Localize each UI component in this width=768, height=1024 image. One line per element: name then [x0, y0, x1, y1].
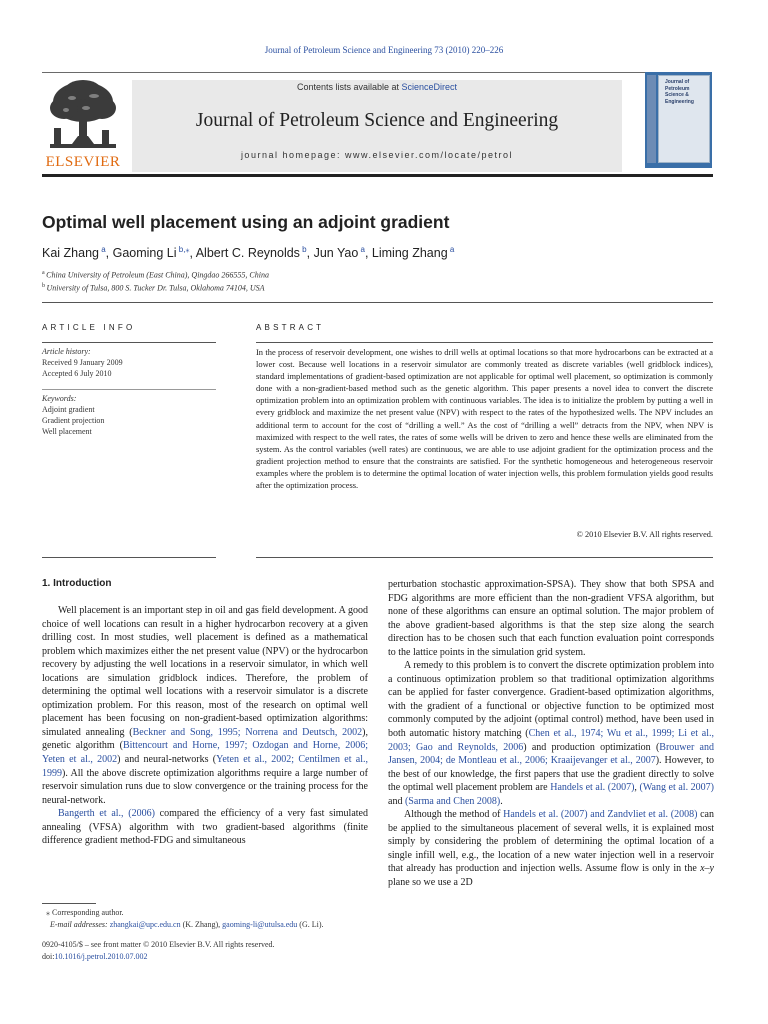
email-link-li[interactable]: gaoming-li@utulsa.edu [222, 920, 298, 929]
doi-prefix: doi: [42, 952, 55, 961]
bottom-meta [42, 939, 372, 963]
article-info-heading: ARTICLE INFO [42, 323, 136, 332]
author-affiliation-marker[interactable]: a [358, 245, 365, 254]
body-text: ). However, to the best of our knowledge, the first papers that use the gradient directly to solve the optimal well placement problem are [388, 755, 715, 794]
accepted-date: Accepted 6 July 2010 [42, 369, 112, 378]
doi-line [42, 951, 372, 963]
running-head[interactable]: Journal of Petroleum Science and Engineering 73 (2010) 220–226 [264, 45, 504, 55]
abstract-text: In the process of reservoir development, one wishes to drill wells at optimal locations so that more hydrocarbons can be extracted at a lower cost. Because well locations in a reservoir simulator are commonly treated as discrete variables (well gridblock indices), standard implementations of gradient-based optimization are not applicable for optimal well placement, so optimization is commonly done with a non-gradient-based method such as the genetic algorithm. This paper presents a novel idea to convert the discrete optimization problem into an optimization problem with continuous variables. The idea is to initialize the problem by putting a well in every gridblock and maximize the net present value (NPV) with respect to the rates of the hypothesized wells. The NPV includes an additional term to account for the cost of “drilling a well.” As the cost of “drilling a well” detracts from the NPV, when NPV is maximized with respect to the well rates, the rates of some wells will be driven to zero and hence these wells are eliminated from the system. As the control variables (well rates) are continuous, we are able to use adjoint gradient for the optimization process and the gradient projection method to ensure that the constraints are satisfied. For the synthetic homogeneous and heterogeneous reservoir examples where the problem is to determine the optimal location of water injection wells, this problem formulation yields good results after the optimization process. [256, 347, 713, 491]
citation-link[interactable]: Brouwer and Jansen, 2004; de Montleau et al., 2006; Kraaijevanger et al., 2007 [388, 741, 714, 767]
body-text: perturbation stochastic approximation-SPSA). They show that both SPSA and FDG algorithms are more efficient than the non-gradient VFSA algorithm, but none of these algorithms can ensure an optimal solution. The major problem of the above gradient-based algorithms is that the step size along the search direction has to be chosen such that each function evaluation point corresponds to the lattice points in the simulation grid system. [388, 579, 714, 658]
keywords-block [42, 393, 216, 437]
history-label: Article history: [42, 347, 91, 356]
footnotes [42, 907, 372, 931]
affiliation-text: University of Tulsa, 800 S. Tucker Dr. Tulsa, Oklahoma 74104, USA [46, 283, 265, 293]
affiliation-marker: b [42, 282, 47, 289]
citation-link[interactable]: Beckner and Song, 1995; Norrena and Deutsch, 2002 [132, 726, 363, 738]
body-text: ). All the above discrete optimization algorithms require a large number of reservoir simulation runs due to slow convergence or the training process for the neural-network. [42, 767, 368, 806]
cover-title [658, 75, 710, 163]
keyword: Well placement [42, 427, 92, 436]
sciencedirect-link[interactable]: ScienceDirect [401, 82, 458, 92]
corresponding-author-note [42, 907, 372, 919]
article-info-rule [42, 342, 216, 343]
keyword: Adjoint gradient [42, 405, 95, 414]
author-affiliation-marker[interactable]: b,⁎ [176, 245, 190, 254]
affiliation-marker: a [42, 270, 47, 276]
citation-link[interactable]: (Wang et al. 2007) [639, 782, 715, 794]
section-heading-introduction: 1. Introduction [42, 578, 112, 589]
author-separator: , [189, 246, 196, 261]
issn-line: 0920-4105/$ – see front matter © 2010 Elsevier B.V. All rights reserved. [42, 940, 275, 949]
publisher-name: ELSEVIER [45, 154, 121, 170]
author-list [42, 245, 454, 260]
journal-homepage-link[interactable]: journal homepage: www.elsevier.com/locate/petrol [240, 150, 514, 160]
abstract-heading: ABSTRACT [256, 323, 325, 332]
body-text: and [388, 795, 405, 807]
author-name: Jun Yao [313, 246, 359, 261]
author-affiliation-marker[interactable]: a [98, 245, 106, 254]
citation-link[interactable]: Yeten et al., 2002; Centilmen et al., 1999 [42, 754, 369, 779]
received-date: Received 9 January 2009 [42, 358, 123, 367]
contents-prefix: Contents lists available at [296, 82, 402, 92]
author-affiliation-marker[interactable]: b [299, 245, 307, 254]
affiliation-line [42, 268, 269, 281]
author-separator: , [364, 246, 372, 261]
body-text: plane so we use a 2D [388, 877, 473, 889]
doi-link[interactable]: 10.1016/j.petrol.2010.07.002 [54, 952, 148, 961]
citation-link[interactable]: (Sarma and Chen 2008) [404, 795, 501, 807]
info-divider [42, 389, 216, 390]
cover-line: Journal of [665, 79, 690, 85]
citation-link[interactable]: Bittencourt and Horne, 1997; Ozdogan and Horne, 2006; Yeten et al., 2002 [42, 740, 368, 766]
body-paragraph [388, 659, 714, 808]
body-text: can be applied to the simultaneous placement of several wells, it is explained most simply by considering the problem of determining the optimal location of a single infill well, e.g., the location of a new water injection well in a reservoir that already has production and injection wells. Assume flow is only in the [388, 809, 714, 875]
header-divider [42, 302, 713, 303]
affiliation-text: China University of Petroleum (East China), Qingdao 266555, China [46, 270, 269, 280]
body-text: ) and production optimization ( [523, 741, 660, 753]
keyword: Gradient projection [42, 416, 105, 425]
body-column-left [42, 604, 368, 848]
contents-line [132, 82, 622, 92]
journal-cover-thumbnail [645, 72, 712, 168]
journal-masthead [42, 72, 712, 172]
citation-link[interactable]: Handels et al. (2007) [550, 782, 635, 794]
body-text: compared the efficiency of a very fast simulated annealing (VFSA) algorithm with two gradient-based algorithms (finite difference gradient method-FDG and simultaneous [42, 808, 368, 847]
email-owner: (K. Zhang), [180, 920, 223, 929]
author-name: Albert C. Reynolds [195, 246, 300, 261]
corresponding-text: Corresponding author. [52, 908, 124, 917]
author-name: Gaoming Li [112, 246, 177, 261]
body-column-right [388, 578, 714, 890]
body-text: A remedy to this problem is to convert the discrete optimization problem into a continuous optimization problem so that traditional optimization algorithms can be applied for faster convergence. Gradient-based optimization algorithms, with the gradient of a functional or objective function to be optimized most commonly computed by the adjoint (optimal control) method, have been used in both automatic history matching ( [388, 660, 714, 740]
body-text: Well placement is an important step in oil and gas field development. A good choice of well locations can result in a higher hydrocarbon recovery at a given drilling cost. In most studies, well placement is defined as a mathematical problem which maximizes either the net present value (NPV) or the hydrocarbon recovery by adjusting the well locations in a reservoir simulator, in which well locations are simulation gridblock indices. Therefore, the problem of determining the optimal well locations with a reservoir simulator is a discrete optimization problem. For this reason, most of the research on optimal well placement has been focusing on non-gradient-based optimization algorithms: simulated annealing ( [42, 605, 368, 738]
author-separator: , [105, 246, 113, 261]
masthead-bottom-rule [42, 174, 713, 177]
article-title: Optimal well placement using an adjoint gradient [42, 212, 450, 232]
author-name: Liming Zhang [371, 246, 448, 261]
author-separator: , [306, 246, 314, 261]
body-text: ) and neural-networks ( [117, 754, 217, 766]
email-label: E-mail addresses: [50, 920, 108, 929]
body-text: x–y [700, 863, 714, 875]
journal-banner [132, 80, 622, 172]
author-name: Kai Zhang [42, 246, 99, 261]
keywords-label: Keywords: [42, 394, 77, 403]
affiliation-line [42, 281, 269, 294]
citation-link[interactable]: Handels et al. (2007) and Zandvliet et al. (2008) [503, 809, 698, 821]
author-affiliation-marker[interactable]: a [447, 245, 455, 254]
body-paragraph [42, 604, 368, 807]
cover-line: Engineering [665, 98, 694, 105]
citation-link[interactable]: Bangerth et al., (2006) [58, 808, 155, 820]
affiliations [42, 268, 269, 293]
elsevier-tree-icon [42, 78, 124, 152]
article-history [42, 346, 216, 379]
body-paragraph [42, 807, 368, 848]
corresponding-mark: ⁎ [46, 908, 50, 917]
body-text: Although the method of [404, 809, 504, 821]
abstract-bottom-rule [256, 557, 713, 558]
publisher-logo [42, 78, 124, 172]
email-addresses [42, 919, 372, 931]
body-text: , [634, 782, 640, 794]
info-bottom-rule [42, 557, 216, 558]
masthead-top-rule [42, 72, 712, 73]
email-owner: (G. Li). [297, 920, 324, 929]
body-text: ), genetic algorithm ( [42, 726, 368, 752]
email-link-zhang[interactable]: zhangkai@upc.edu.cn [109, 920, 181, 929]
cover-strip [647, 75, 656, 163]
body-paragraph [388, 808, 714, 889]
footnote-rule [42, 903, 96, 904]
cover-line: Petroleum [665, 85, 690, 92]
body-text: . [500, 795, 503, 807]
abstract-rule [256, 342, 713, 343]
citation-link[interactable]: Chen et al., 1974; Wu et al., 1999; Li et al., 2003; Gao and Reynolds, 2006 [388, 728, 714, 753]
body-paragraph [388, 578, 714, 659]
copyright-notice: © 2010 Elsevier B.V. All rights reserved. [576, 530, 713, 539]
cover-line: Science & [665, 92, 689, 98]
journal-title: Journal of Petroleum Science and Engineering [195, 110, 559, 131]
